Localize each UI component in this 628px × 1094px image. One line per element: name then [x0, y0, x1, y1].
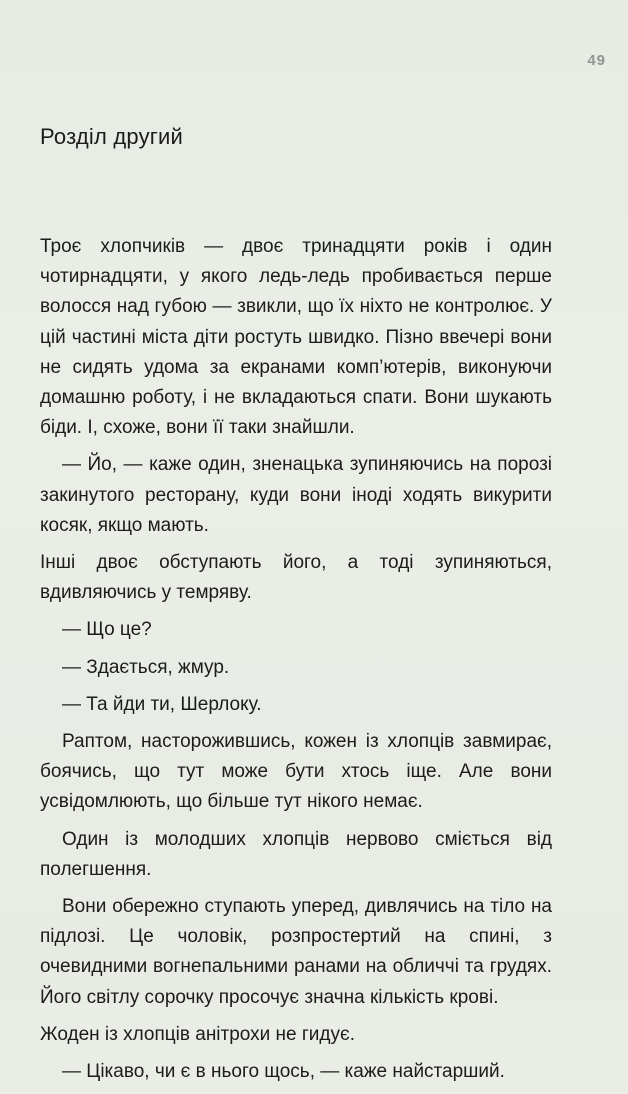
chapter-body — [40, 232, 552, 1094]
paragraph: — Та йди ти, Шерлоку. — [62, 693, 262, 715]
paragraph: Інші двоє обступають його, а тоді зупиняються, вдивляючись у темряву. — [40, 552, 552, 604]
paragraph: Троє хлопчиків — двоє тринадцяти років і один чотирнадцяти, у якого ледь-ледь пробивається перше волосся над губою — звикли, що їх ніхто не контролює. У цій частині міста діти ростуть швидко. Пізно ввечері вони не сидять удома за екранами комп’ютерів, виконуючи домашню роботу, і не вкладаються спати. Вони шукають біди. І, схоже, вони її таки знайшли. — [40, 236, 552, 439]
paragraph: Жоден із хлопців анітрохи не гидує. — [40, 1023, 355, 1045]
paragraph: — Йо, — каже один, зненацька зупиняючись на порозі закинутого ресторану, куди вони іноді ходять викурити косяк, якщо мають. — [40, 454, 552, 536]
paragraph: — Що це? — [62, 619, 152, 641]
paragraph: — Здається, жмур. — [62, 656, 230, 678]
paragraph: Раптом, насторожившись, кожен із хлопців завмирає, боячись, що тут може бути хтось іще. Але вони усвідомлюють, що більше тут нікого немає. — [40, 731, 552, 813]
paragraph: Один із молодших хлопців нервово сміється від полегшення. — [40, 828, 552, 880]
page-number: 49 — [587, 52, 606, 69]
paragraph: Вони обережно ступають уперед, дивлячись на тіло на підлозі. Це чоловік, розпростертий на спині, з очевидними вогнепальними ранами на обличчі та грудях. Його світлу сорочку просочує значна кількість крові. — [40, 896, 552, 1008]
chapter-title: Розділ другий — [40, 124, 184, 149]
paragraph: — Цікаво, чи є в нього щось, — каже найстарший. — [62, 1061, 505, 1083]
